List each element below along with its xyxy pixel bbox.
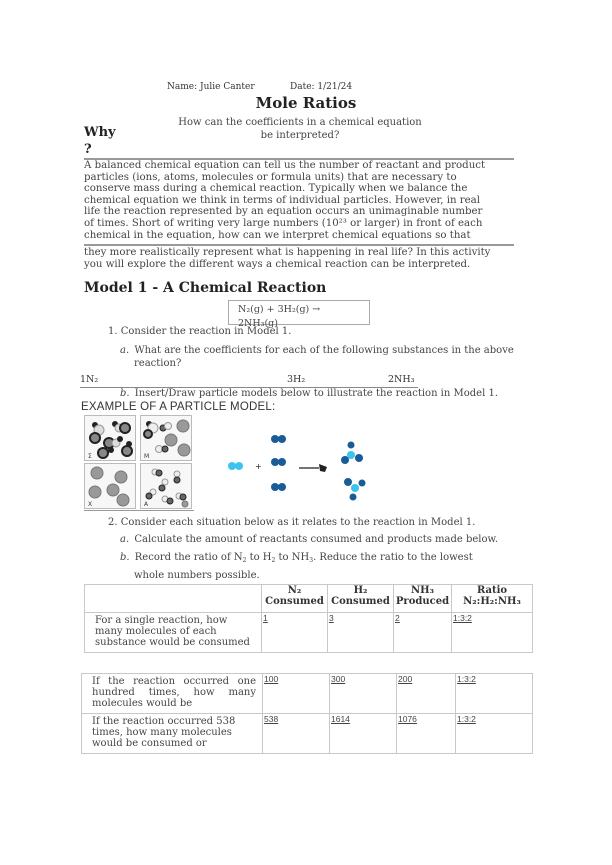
cell-ratio[interactable]: 1:3:2: [456, 674, 533, 714]
header-empty: [85, 585, 262, 613]
intro-line: conserve mass during a chemical reaction. Typically when we balance the: [84, 183, 468, 195]
intro-line: they more realistically represent what is happening in real life? In this activity: [84, 247, 491, 258]
page-subtitle: [160, 116, 440, 142]
answer-nh3[interactable]: 2NH₃: [388, 374, 415, 385]
particle-diagram-icon: [141, 464, 191, 508]
question-2: 2. Consider each situation below as it relates to the reaction in Model 1.: [108, 517, 476, 528]
question-1a: [120, 344, 524, 370]
cell-n2[interactable]: 538: [263, 714, 330, 754]
intro-line: of times. Short of writing very large numbers (10²³ or larger) in front of each: [84, 217, 483, 229]
table-row: [82, 674, 533, 714]
date: Date: 1/21/24: [290, 82, 353, 92]
grid-label: Σ: [88, 453, 92, 460]
divider-mid: [84, 244, 514, 246]
subtitle-line-2: be interpreted?: [260, 130, 340, 141]
row-label: For a single reaction, how many molecules of each substance would be consumed: [85, 613, 262, 653]
table-row: [85, 613, 533, 653]
why-heading: [84, 124, 124, 158]
why-question-mark: ?: [84, 142, 92, 157]
row-label: If the reaction occurred one hundred times, how many molecules would be: [82, 674, 263, 714]
question-2a-letter: a.: [120, 534, 130, 545]
model-1-heading: Model 1 - A Chemical Reaction: [84, 280, 327, 296]
question-1a-text: What are the coefficients for each of the following substances in the above reaction?: [134, 345, 514, 369]
header-n2-consumed: N₂ Consumed: [262, 585, 328, 613]
subscript: 2: [242, 557, 247, 564]
particle-box-x: [84, 463, 136, 509]
question-2b-line-1: [120, 550, 510, 568]
question-2b-line-2: whole numbers possible.: [134, 570, 260, 581]
intro-line: chemical equation we think in terms of individual particles. However, in real: [84, 194, 480, 206]
particle-box-m: [140, 415, 192, 461]
question-2b-text: Record the ratio of N: [134, 552, 243, 563]
subscript: 3: [309, 557, 314, 564]
question-2a-text: Calculate the amount of reactants consumed and products made below.: [134, 534, 499, 545]
intro-line: A balanced chemical equation can tell us the number of reactant and product: [84, 160, 486, 171]
svg-text:+: +: [255, 462, 262, 471]
cell-n2[interactable]: 1: [262, 613, 328, 653]
intro-line: you will explore the different ways a chemical reaction can be interpreted.: [84, 258, 471, 270]
question-1b: [120, 388, 498, 399]
example-label: EXAMPLE OF A PARTICLE MODEL:: [81, 401, 276, 413]
question-2b-text: to H: [246, 552, 272, 563]
cell-h2[interactable]: 1614: [330, 714, 397, 754]
cell-ratio[interactable]: 1:3:2: [456, 714, 533, 754]
subtitle-line-1: How can the coefficients in a chemical equation: [178, 117, 422, 128]
header-ratio: Ratio N₂:H₂:NH₃: [452, 585, 533, 613]
equation-line-1: N₂(g) + 3H₂(g) →: [238, 304, 321, 315]
particle-box-sigma: [84, 415, 136, 461]
why-word: Why: [84, 125, 116, 140]
table-header-row: [85, 585, 533, 613]
image-underline: [84, 510, 194, 511]
particle-diagram-icon: [141, 416, 191, 460]
row-label: If the reaction occurred 538 times, how many molecules would be consumed or: [82, 714, 263, 754]
intro-line: life the reaction represented by an equation occurs an unimaginable number: [84, 206, 483, 218]
student-name: Name: Julie Canter: [167, 82, 255, 92]
intro-paragraph-continued: [84, 247, 516, 270]
question-2b-text: . Reduce the ratio to the lowest: [313, 552, 473, 563]
particle-diagram-icon: [85, 416, 135, 460]
cell-nh3[interactable]: 200: [397, 674, 456, 714]
question-1: 1. Consider the reaction in Model 1.: [108, 326, 292, 337]
question-1a-letter: a.: [120, 345, 130, 356]
reaction-diagram-icon: [215, 420, 390, 510]
header-nh3-produced: NH₃ Produced: [394, 585, 452, 613]
question-2b: [120, 550, 510, 583]
header-h2-consumed: H₂ Consumed: [328, 585, 394, 613]
question-2a: [120, 534, 498, 545]
question-1b-text: Insert/Draw particle models below to illustrate the reaction in Model 1.: [134, 388, 498, 399]
page-title: Mole Ratios: [255, 94, 357, 112]
grid-label: A: [144, 501, 149, 508]
grid-label: X: [88, 501, 93, 508]
cell-n2[interactable]: 100: [263, 674, 330, 714]
question-2b-letter: b.: [120, 552, 130, 563]
subscript: 2: [271, 557, 276, 564]
cell-h2[interactable]: 3: [328, 613, 394, 653]
intro-paragraph: [84, 160, 516, 241]
grid-label: M: [144, 453, 150, 460]
data-table-multiple-reactions: [81, 673, 533, 754]
equation-line-2: 2NH₃(g): [238, 318, 278, 329]
question-2b-text: to NH: [275, 552, 310, 563]
table-row: [82, 714, 533, 754]
cell-nh3[interactable]: 1076: [397, 714, 456, 754]
cell-ratio[interactable]: 1:3:2: [452, 613, 533, 653]
data-table-single-reaction: [84, 584, 533, 653]
student-particle-model-drawing: [215, 420, 390, 510]
answer-h2[interactable]: 3H₂: [287, 374, 306, 385]
cell-nh3[interactable]: 2: [394, 613, 452, 653]
intro-line: chemical in the equation, how can we interpret chemical equations so that: [84, 229, 471, 241]
particle-diagram-icon: [85, 464, 135, 508]
particle-box-a: [140, 463, 192, 509]
cell-h2[interactable]: 300: [330, 674, 397, 714]
example-particle-model-image: [84, 415, 192, 510]
intro-line: particles (ions, atoms, molecules or formula units) that are necessary to: [84, 171, 457, 183]
question-1b-letter: b.: [120, 388, 130, 399]
answer-n2[interactable]: 1N₂: [80, 374, 99, 385]
